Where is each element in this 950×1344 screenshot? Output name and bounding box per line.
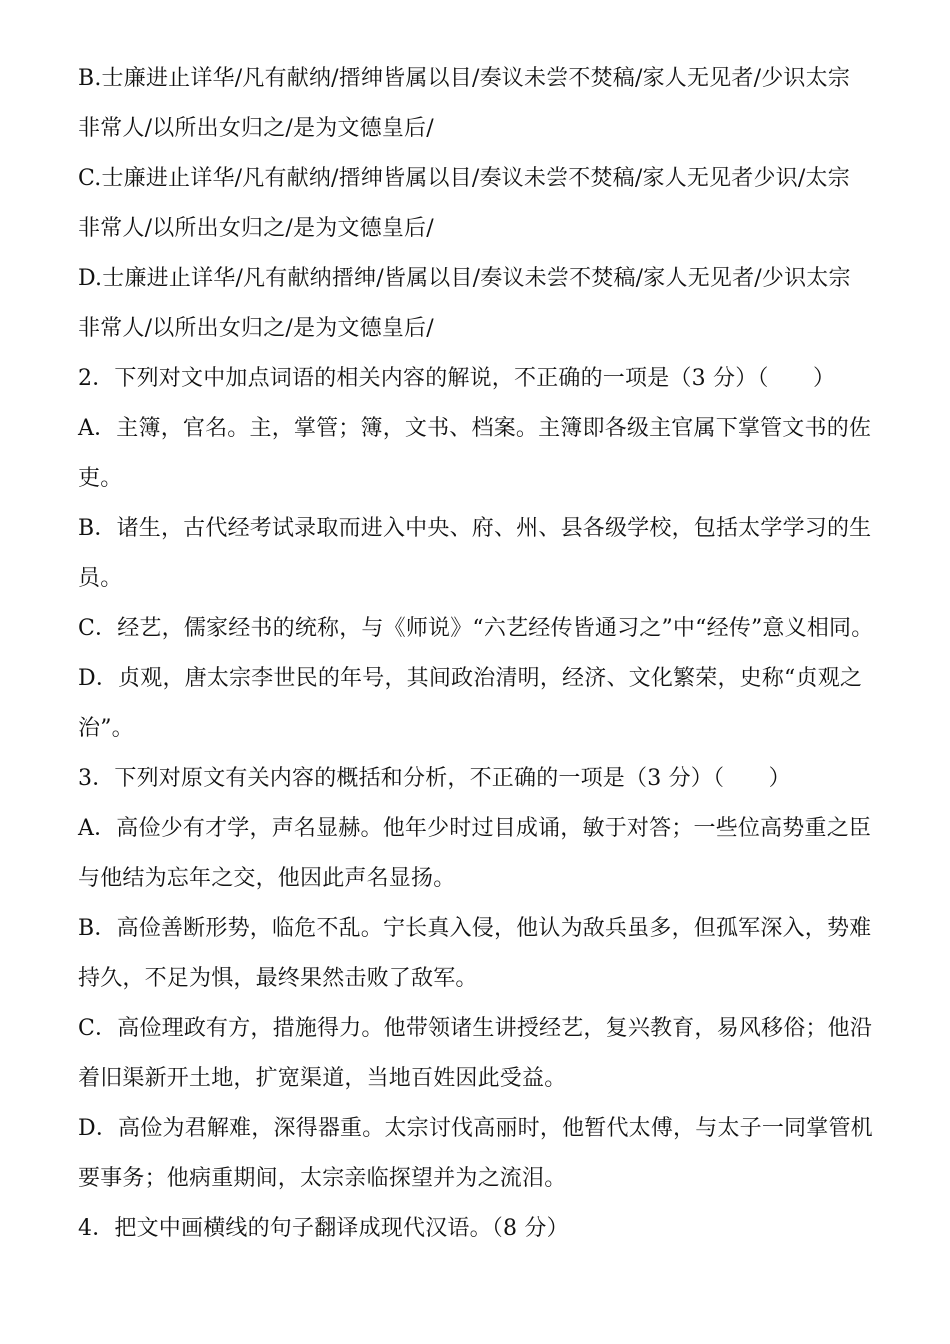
q2-option-d-line-1: D．贞观，唐太宗李世民的年号，其间政治清明，经济、文化繁荣，史称“贞观之	[78, 666, 863, 691]
q2-option-a-line-1: A．主簿，官名。主，掌管；簿，文书、档案。主簿即各级主官属下掌管文书的佐	[78, 416, 872, 441]
q3-option-d-line-2: 要事务；他病重期间，太宗亲临探望并为之流泪。	[78, 1166, 567, 1191]
q2-option-a-line-2: 吏。	[78, 466, 123, 491]
q2-option-c-line-1: C．经艺，儒家经书的统称，与《师说》“六艺经传皆通习之”中“经传”意义相同。	[78, 616, 874, 641]
option-c-line-2: 非常人/以所出女归之/是为文德皇后/	[78, 216, 434, 241]
question-2-stem: 2．下列对文中加点词语的相关内容的解说，不正确的一项是（3 分）（ ）	[78, 366, 836, 391]
q3-option-a-line-1: A．高俭少有才学，声名显赫。他年少时过目成诵，敏于对答；一些位高势重之臣	[78, 816, 872, 841]
q2-option-d-line-2: 治”。	[78, 716, 134, 741]
option-b-line-1: B.士廉进止详华/凡有献纳/搢绅皆属以目/奏议未尝不焚稿/家人无见者/少识太宗	[78, 66, 851, 91]
q3-option-a-line-2: 与他结为忘年之交，他因此声名显扬。	[78, 866, 456, 891]
document-page	[78, 54, 878, 1254]
q3-option-b-line-1: B．高俭善断形势，临危不乱。宁长真入侵，他认为敌兵虽多，但孤军深入，势难	[78, 916, 872, 941]
q3-option-d-line-1: D．高俭为君解难，深得器重。太宗讨伐高丽时，他暂代太傅，与太子一同掌管机	[78, 1116, 873, 1141]
question-4-stem: 4．把文中画横线的句子翻译成现代汉语。（8 分）	[78, 1216, 569, 1241]
option-c-line-1: C.士廉进止详华/凡有献纳/搢绅皆属以目/奏议未尝不焚稿/家人无见者少识/太宗	[78, 166, 850, 191]
q3-option-c-line-1: C．高俭理政有方，措施得力。他带领诸生讲授经艺，复兴教育，易风移俗；他沿	[78, 1016, 873, 1041]
q2-option-b-line-1: B．诸生，古代经考试录取而进入中央、府、州、县各级学校，包括太学学习的生	[78, 516, 872, 541]
q3-option-c-line-2: 着旧渠新开土地，扩宽渠道，当地百姓因此受益。	[78, 1066, 567, 1091]
option-d-line-2: 非常人/以所出女归之/是为文德皇后/	[78, 316, 434, 341]
q2-option-b-line-2: 员。	[78, 566, 123, 591]
option-b-line-2: 非常人/以所出女归之/是为文德皇后/	[78, 116, 434, 141]
option-d-line-1: D.士廉进止详华/凡有献纳搢绅/皆属以目/奏议未尝不焚稿/家人无见者/少识太宗	[78, 266, 851, 291]
q3-option-b-line-2: 持久，不足为惧，最终果然击败了敌军。	[78, 966, 478, 991]
question-3-stem: 3．下列对原文有关内容的概括和分析，不正确的一项是（3 分）（ ）	[78, 766, 791, 791]
